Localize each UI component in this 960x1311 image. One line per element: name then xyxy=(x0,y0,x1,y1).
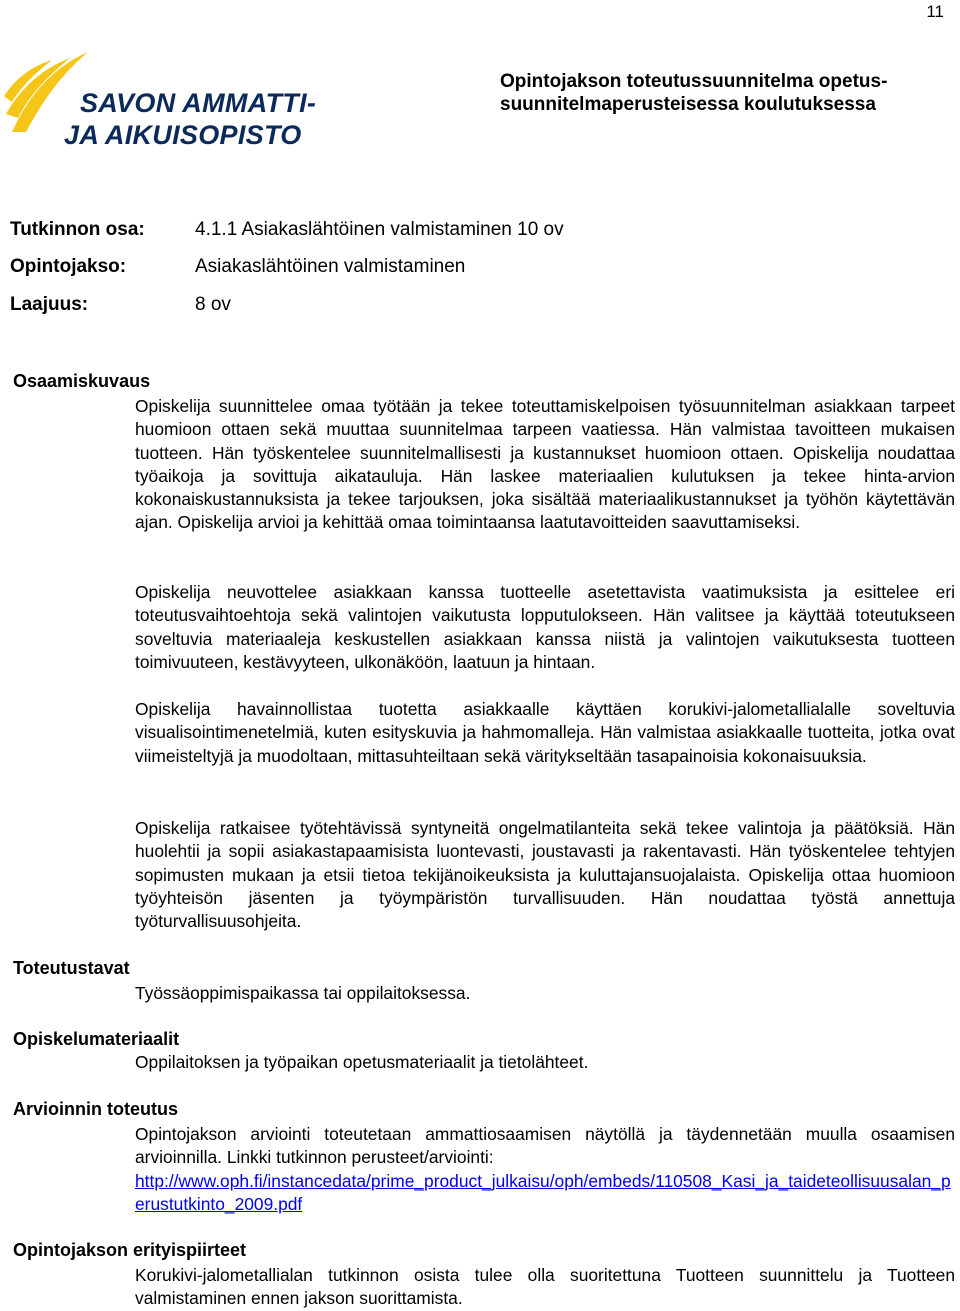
document-title-line1: Opintojakson toteutussuunnitelma opetus- xyxy=(500,71,888,92)
osaamiskuvaus-paragraph-2: Opiskelija neuvottelee asiakkaan kanssa tuotteelle asetettavista vaatimuksista ja esittelee eri toteutusvaihtoehtoja sekä valintojen vaikutusta lopputulokseen. Hän valitsee ja käyttää toteutukseen soveltuvia materiaaleja keskustellen asiakkaan kanssa niistä ja valintojen vaikutuksesta tuotteen toimivuuteen, kestävyyteen, ulkonäköön, laatuun ja hintaan. xyxy=(135,582,955,672)
tutkinnon-osa-label: Tutkinnon osa: xyxy=(10,219,145,240)
opiskelumateriaalit-heading: Opiskelumateriaalit xyxy=(13,1029,180,1049)
opintojakso-label: Opintojakso: xyxy=(10,256,127,277)
toteutustavat-text: Työssäoppimispaikassa tai oppilaitoksessa. xyxy=(135,983,471,1003)
arvioinnin-toteutus-block xyxy=(135,1123,955,1216)
logo-text-line1: SAVON AMMATTI- xyxy=(80,88,317,118)
document-title-line2: suunnitelmaperusteisessa koulutuksessa xyxy=(500,94,876,115)
opiskelumateriaalit-text: Oppilaitoksen ja työpaikan opetusmateriaalit ja tietolähteet. xyxy=(135,1052,589,1072)
laajuus-value: 8 ov xyxy=(195,294,231,315)
tutkinnon-perusteet-link[interactable]: http://www.oph.fi/instancedata/prime_product_julkaisu/oph/embeds/110508_Kasi_ja_taideteollisuusalan_perustutkinto_2009.pdf xyxy=(135,1170,951,1214)
laajuus-label: Laajuus: xyxy=(10,294,89,315)
document-title xyxy=(500,70,940,116)
osaamiskuvaus-paragraph-4: Opiskelija ratkaisee työtehtävissä syntyneitä ongelmatilanteita sekä tekee valintoja ja päätöksiä. Hän huolehtii ja sopii asiakastapaamisista luontevasti, joustavasti ja rakentavasti. Hän työskentelee tehtyjen sopimusten mukaan ja etsii tietoa tekijänoikeuksista ja kuluttajansuojalaista. Opiskelija ottaa huomioon työyhteisön jäsenten ja työympäristön turvallisuuden. Hän noudattaa työstä annettuja työturvallisuusohjeita. xyxy=(135,818,955,932)
arvioinnin-toteutus-text: Opintojakson arviointi toteutetaan ammattiosaamisen näytöllä ja täydennetään muulla osaamisen arvioinnilla. Linkki tutkinnon perusteet/arviointi: xyxy=(135,1124,955,1168)
toteutustavat-heading: Toteutustavat xyxy=(13,958,130,978)
school-logo xyxy=(4,44,334,156)
erityispiirteet-text: Korukivi-jalometallialan tutkinnon osista tulee olla suoritettuna Tuotteen suunnittelu ja Tuotteen valmistaminen ennen jakson suorittamista. xyxy=(135,1265,955,1309)
osaamiskuvaus-heading: Osaamiskuvaus xyxy=(13,371,151,391)
osaamiskuvaus-paragraph-3: Opiskelija havainnollistaa tuotetta asiakkaalle käyttäen korukivi-jalometallialalle soveltuvia visualisointimenetelmiä, kuten esityskuvia ja hahmomalleja. Hän valmistaa asiakkaalle tuotteita, jotka ovat viimeisteltyjä ja muodoltaan, mittasuhteiltaan sekä väritykseltään tasapainoisia kokonaisuuksia. xyxy=(135,699,955,766)
opintojakso-value: Asiakaslähtöinen valmistaminen xyxy=(195,256,466,277)
page-number: 11 xyxy=(926,2,944,21)
osaamiskuvaus-paragraph-1: Opiskelija suunnittelee omaa työtään ja tekee toteuttamiskelpoisen työsuunnitelman asiakkaan tarpeet huomioon ottaen sekä muuttaa suunnitelmaa tarpeen vaatiessa. Hän valmistaa tavoitteen mukaisen tuotteen. Hän työskentelee suunnitelmallisesti ja kustannukset huomioon ottaen. Opiskelija noudattaa työaikoja ja sovittuja aikatauluja. Hän laskee materiaalien kulutuksen ja tekee hinta-arvion kokonaiskustannuksista ja tekee tarjouksen, joka sisältää materiaalikustannukset ja työhön käytettävän ajan. Opiskelija arvioi ja kehittää omaa toimintaansa laatutavoitteiden saavuttamiseksi. xyxy=(135,396,955,533)
logo-text-line2: JA AIKUISOPISTO xyxy=(64,120,302,150)
erityispiirteet-heading: Opintojakson erityispiirteet xyxy=(13,1240,247,1260)
tutkinnon-osa-value: 4.1.1 Asiakaslähtöinen valmistaminen 10 ov xyxy=(195,219,564,240)
arvioinnin-toteutus-heading: Arvioinnin toteutus xyxy=(13,1099,178,1119)
